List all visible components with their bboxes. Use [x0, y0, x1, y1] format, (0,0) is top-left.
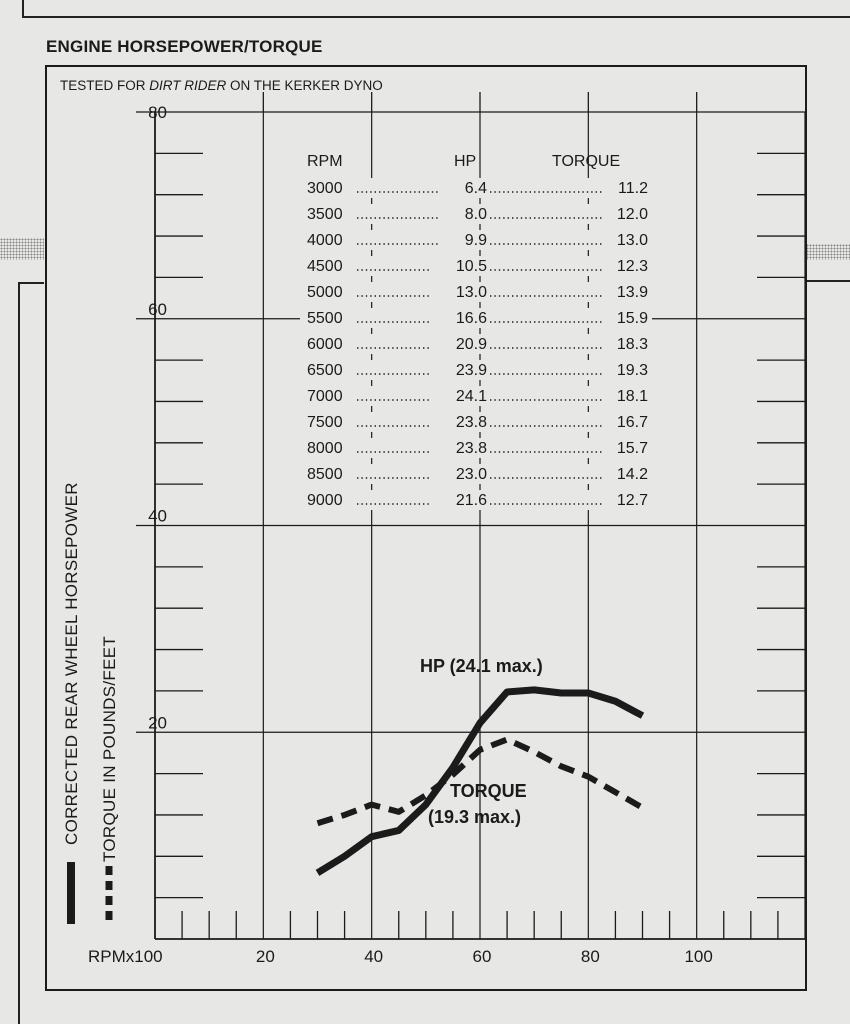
table-cell-torque: 11.2 — [618, 180, 648, 197]
table-cell-rpm: 6500 — [307, 362, 343, 379]
table-cell-hp: 13.0 — [455, 284, 487, 301]
torque-annotation-line1: TORQUE — [450, 781, 527, 801]
chart-subtitle — [60, 78, 383, 93]
y-tick-label: 80 — [148, 103, 167, 122]
legend — [62, 482, 119, 924]
y-tick-labels — [148, 103, 167, 732]
table-cell-torque: 18.1 — [616, 388, 648, 405]
table-cell-rpm: 4500 — [307, 258, 343, 275]
table-cell-rpm: 7500 — [307, 414, 343, 431]
table-cell-hp: 10.5 — [455, 258, 487, 275]
x-tick-label: 100 — [684, 947, 713, 966]
table-cell-hp: 16.6 — [455, 310, 487, 327]
torque-annotation-line2: (19.3 max.) — [428, 807, 522, 827]
table-cell-rpm: 5000 — [307, 284, 343, 301]
x-tick-label: 80 — [580, 947, 600, 966]
table-cell-hp: 6.4 — [464, 180, 487, 197]
y-tick-label: 40 — [148, 506, 167, 526]
table-cell-torque: 15.9 — [616, 310, 648, 327]
table-header-torque: TORQUE — [552, 153, 621, 170]
table-cell-rpm: 3500 — [307, 206, 343, 223]
table-cell-hp: 23.8 — [455, 440, 487, 457]
table-cell-rpm: 6000 — [307, 336, 343, 353]
table-cell-torque: 18.3 — [616, 336, 648, 353]
y-tick-label: 60 — [148, 299, 167, 319]
x-tick-label: 60 — [472, 947, 492, 966]
table-cell-torque: 12.3 — [616, 258, 648, 275]
chart-title: ENGINE HORSEPOWER/TORQUE — [46, 37, 323, 56]
subtitle-prefix: TESTED FOR — [60, 78, 150, 93]
table-cell-torque: 14.2 — [616, 466, 648, 483]
table-cell-rpm: 8500 — [307, 466, 343, 483]
table-cell-hp: 8.0 — [464, 206, 487, 223]
table-cell-hp: 24.1 — [455, 388, 487, 405]
table-header-hp: HP — [454, 153, 477, 170]
subtitle-suffix: ON THE KERKER DYNO — [226, 78, 383, 93]
table-cell-hp: 9.9 — [464, 232, 487, 249]
y-tick-label: 20 — [148, 713, 167, 733]
table-cell-hp: 23.0 — [455, 466, 487, 483]
table-cell-rpm: 5500 — [307, 310, 343, 327]
table-cell-hp: 20.9 — [455, 336, 487, 353]
subtitle-magazine: DIRT RIDER — [149, 78, 227, 93]
table-cell-rpm: 8000 — [307, 440, 343, 457]
table-cell-hp: 23.9 — [455, 362, 487, 379]
x-tick-label: 20 — [255, 947, 275, 966]
table-cell-rpm: 7000 — [307, 388, 343, 405]
table-cell-torque: 12.7 — [616, 492, 648, 509]
table-cell-torque: 15.7 — [616, 440, 648, 457]
table-header-rpm: RPM — [307, 153, 343, 170]
hp-annotation: HP (24.1 max.) — [420, 656, 543, 676]
x-tick-label: 40 — [364, 947, 384, 966]
table-cell-hp: 21.6 — [455, 492, 487, 509]
table-cell-torque: 13.0 — [616, 232, 648, 249]
x-tick-labels — [256, 947, 713, 966]
y-axis-label-torque: TORQUE IN POUNDS/FEET — [100, 635, 119, 862]
table-cell-rpm: 3000 — [307, 180, 343, 197]
table-cell-rpm: 9000 — [307, 492, 343, 509]
table-cell-torque: 12.0 — [616, 206, 648, 223]
table-cell-hp: 23.8 — [455, 414, 487, 431]
table-cell-torque: 16.7 — [616, 414, 648, 431]
x-axis-label: RPMx100 — [88, 947, 163, 966]
table-cell-torque: 13.9 — [616, 284, 648, 301]
table-cell-rpm: 4000 — [307, 232, 343, 249]
data-table — [300, 153, 652, 510]
y-axis-label-hp: CORRECTED REAR WHEEL HORSEPOWER — [62, 482, 81, 845]
table-cell-torque: 19.3 — [616, 362, 648, 379]
